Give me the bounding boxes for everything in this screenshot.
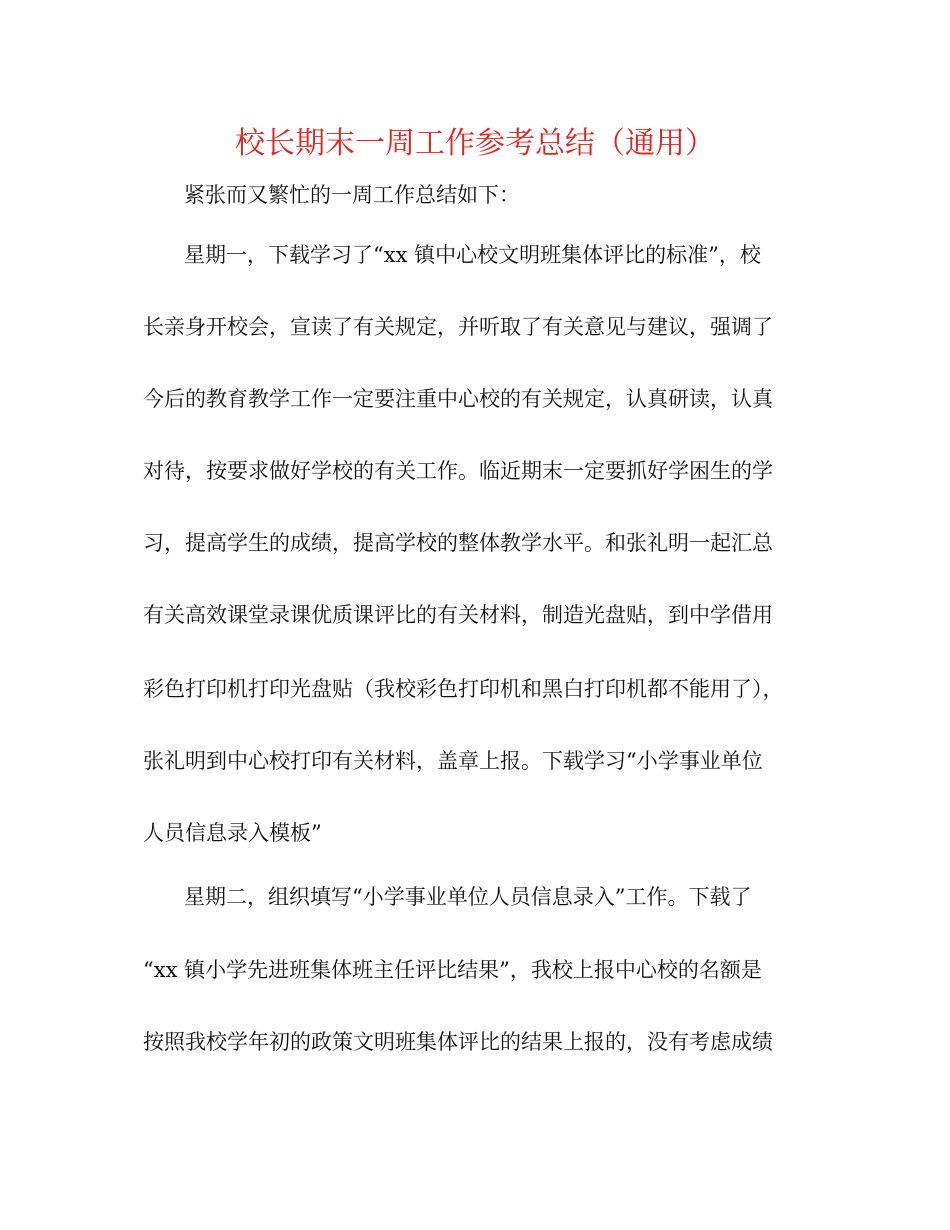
monday-paragraph-line: 彩色打印机打印光盘贴（我校彩色打印机和黑白打印机都不能用了）， xyxy=(143,677,784,701)
monday-paragraph-line: 有关高效课堂录课优质课评比的有关材料，制造光盘贴，到中学借用 xyxy=(143,603,773,627)
tuesday-paragraph-line: “xx 镇小学先进班集体班主任评比结果”，我校上报中心校的名额是 xyxy=(143,958,762,982)
monday-paragraph-line: 对待，按要求做好学校的有关工作。临近期末一定要抓好学困生的学 xyxy=(143,459,773,483)
tuesday-paragraph-line: 按照我校学年初的政策文明班集体评比的结果上报的，没有考虑成绩 xyxy=(143,1030,773,1054)
intro-line: 紧张而又繁忙的一周工作总结如下： xyxy=(184,183,520,207)
monday-paragraph-line: 习，提高学生的成绩，提高学校的整体教学水平。和张礼明一起汇总 xyxy=(143,531,773,555)
monday-paragraph-line: 张礼明到中心校打印有关材料，盖章上报。下载学习“小学事业单位 xyxy=(143,749,763,773)
monday-paragraph-line: 星期一，下载学习了“xx 镇中心校文明班集体评比的标准”，校 xyxy=(184,243,761,267)
monday-paragraph-line: 长亲身开校会，宣读了有关规定，并听取了有关意见与建议，强调了 xyxy=(143,315,773,339)
tuesday-paragraph-line: 星期二，组织填写“小学事业单位人员信息录入”工作。下载了 xyxy=(184,885,752,909)
document-title: 校长期末一周工作参考总结（通用） xyxy=(235,126,715,161)
monday-paragraph-line: 人员信息录入模板” xyxy=(143,821,322,845)
monday-paragraph-line: 今后的教育教学工作一定要注重中心校的有关规定，认真研读，认真 xyxy=(143,387,773,411)
